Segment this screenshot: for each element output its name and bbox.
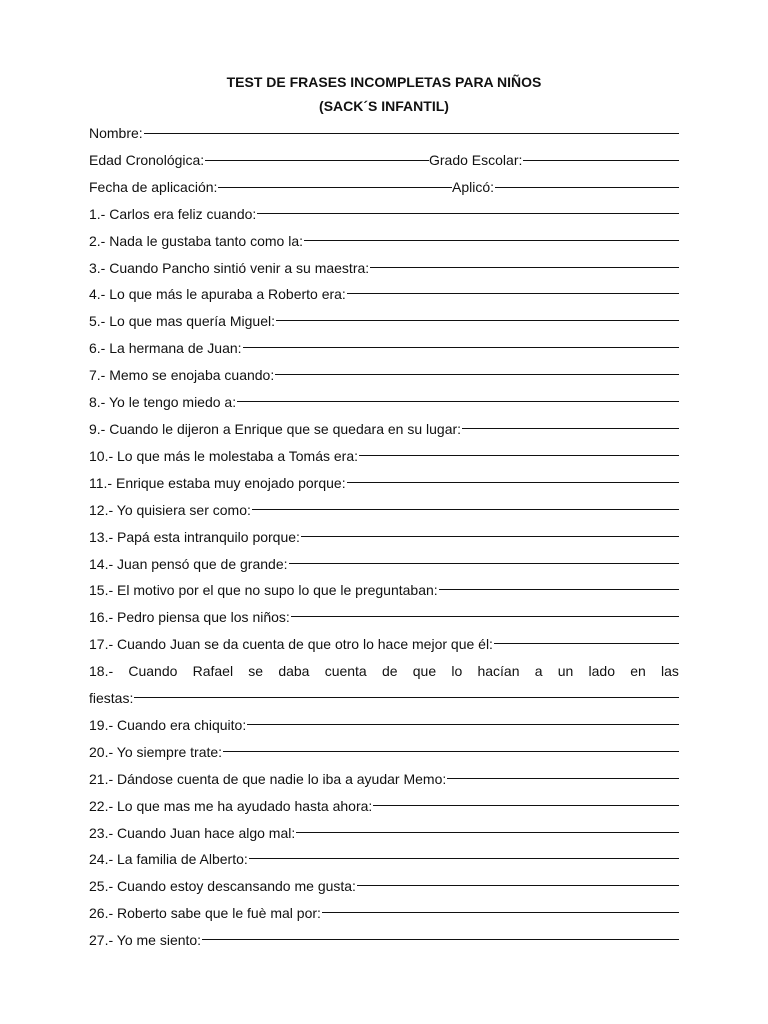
item-label: 1.- Carlos era feliz cuando:: [89, 205, 257, 222]
document-page: [89, 70, 679, 954]
list-item: [89, 255, 679, 282]
item-label: 5.- Lo que mas quería Miguel:: [89, 313, 275, 330]
answer-blank[interactable]: [370, 267, 679, 268]
item-label: 15.- El motivo por el que no supo lo que le preguntaban:: [89, 582, 438, 599]
answer-blank[interactable]: [289, 563, 680, 564]
aplico-label: Aplicó:: [452, 178, 495, 195]
edad-blank[interactable]: [205, 146, 429, 161]
grado-blank[interactable]: [523, 146, 679, 161]
item-label: 26.- Roberto sabe que le fuè mal por:: [89, 905, 321, 922]
item-label: 23.- Cuando Juan hace algo mal:: [89, 824, 296, 841]
item-label: 13.- Papá esta intranquilo porque:: [89, 528, 300, 545]
item-18-word: cuenta: [324, 663, 367, 680]
answer-blank[interactable]: [249, 858, 679, 859]
item-label: 10.- Lo que más le molestaba a Tomás era:: [89, 447, 359, 464]
item-label: 16.- Pedro piensa que los niños:: [89, 609, 290, 626]
list-item: [89, 739, 679, 766]
item-label: 24.- La familia de Alberto:: [89, 851, 248, 868]
nombre-blank[interactable]: [144, 119, 679, 134]
list-item: [89, 524, 679, 551]
answer-blank[interactable]: [347, 293, 679, 294]
answer-blank[interactable]: [252, 509, 679, 510]
answer-blank[interactable]: [462, 428, 679, 429]
item-18-line-2: [89, 685, 679, 712]
item-18-word: de: [381, 663, 398, 680]
fecha-field: [89, 174, 452, 201]
list-item: [89, 551, 679, 578]
answer-blank[interactable]: [275, 374, 679, 375]
list-item: [89, 873, 679, 900]
answer-blank[interactable]: [304, 240, 679, 241]
answer-blank[interactable]: [243, 347, 679, 348]
item-18-word: un: [557, 663, 574, 680]
item-label: 12.- Yo quisiera ser como:: [89, 501, 251, 518]
item-label: 7.- Memo se enojaba cuando:: [89, 367, 275, 384]
answer-blank[interactable]: [247, 724, 679, 725]
item-18-word: las: [661, 663, 679, 680]
list-item: [89, 497, 679, 524]
item-label: 17.- Cuando Juan se da cuenta de que otro lo hace mejor que él:: [89, 636, 493, 653]
item-label: 19.- Cuando era chiquito:: [89, 716, 247, 733]
answer-blank[interactable]: [301, 536, 679, 537]
list-item: [89, 577, 679, 604]
item-18-word: se: [248, 663, 264, 680]
item-18-word: a: [534, 663, 543, 680]
aplico-blank[interactable]: [495, 173, 679, 188]
edad-label: Edad Cronológica:: [89, 151, 205, 168]
answer-blank[interactable]: [439, 589, 679, 590]
list-item: [89, 712, 679, 739]
answer-blank[interactable]: [359, 455, 679, 456]
item-label: 3.- Cuando Pancho sintió venir a su maestra:: [89, 259, 370, 276]
item-label: 9.- Cuando le dijeron a Enrique que se quedara en su lugar:: [89, 420, 462, 437]
list-item: [89, 201, 679, 228]
list-item: [89, 228, 679, 255]
document-title: TEST DE FRASES INCOMPLETAS PARA NIÑOS: [226, 74, 542, 90]
answer-blank[interactable]: [357, 885, 679, 886]
item-18-word: que: [412, 663, 437, 680]
item-label: 22.- Lo que mas me ha ayudado hasta ahora:: [89, 797, 373, 814]
item-18-continuation: fiestas:: [89, 690, 134, 707]
item-18-blank[interactable]: [134, 697, 679, 698]
answer-blank[interactable]: [202, 939, 679, 940]
answer-blank[interactable]: [373, 805, 679, 806]
list-item: [89, 389, 679, 416]
item-label: 25.- Cuando estoy descansando me gusta:: [89, 878, 356, 895]
nombre-label: Nombre:: [89, 125, 143, 141]
item-18-word: lo: [451, 663, 463, 680]
list-item: [89, 470, 679, 497]
item-label: 6.- La hermana de Juan:: [89, 340, 242, 357]
answer-blank[interactable]: [447, 778, 679, 779]
item-label: 14.- Juan pensó que de grande:: [89, 555, 288, 572]
answer-blank[interactable]: [322, 912, 679, 913]
fecha-label: Fecha de aplicación:: [89, 178, 218, 195]
aplico-field: [452, 174, 679, 201]
item-18-line-1: [89, 658, 679, 685]
list-item: [89, 362, 679, 389]
answer-blank[interactable]: [347, 482, 679, 483]
edad-field: [89, 147, 429, 174]
answer-blank[interactable]: [291, 616, 679, 617]
list-item: [89, 793, 679, 820]
list-item: [89, 631, 679, 658]
list-item: [89, 927, 679, 954]
list-item: [89, 335, 679, 362]
item-18-word: hacían: [477, 663, 520, 680]
grado-label: Grado Escolar:: [429, 151, 523, 168]
list-item: [89, 308, 679, 335]
list-item: [89, 281, 679, 308]
list-item: [89, 846, 679, 873]
item-label: 20.- Yo siempre trate:: [89, 743, 223, 760]
item-label: 21.- Dándose cuenta de que nadie lo iba a ayudar Memo:: [89, 770, 447, 787]
item-label: 2.- Nada le gustaba tanto como la:: [89, 232, 304, 249]
answer-blank[interactable]: [296, 832, 679, 833]
item-label: 11.- Enrique estaba muy enojado porque:: [89, 474, 346, 491]
document-subtitle: (SACK´S INFANTIL): [319, 98, 449, 114]
items-list-b: [89, 712, 679, 954]
item-18-word: en: [630, 663, 646, 680]
answer-blank[interactable]: [276, 320, 679, 321]
list-item: [89, 443, 679, 470]
answer-blank[interactable]: [257, 213, 679, 214]
grado-field: [429, 147, 679, 174]
item-label: 4.- Lo que más le apuraba a Roberto era:: [89, 286, 346, 303]
item-18-word: Rafael: [192, 663, 234, 680]
fecha-aplico-row: [89, 174, 679, 201]
answer-blank[interactable]: [237, 401, 679, 402]
edad-grado-row: [89, 147, 679, 174]
item-18-word: daba: [278, 663, 310, 680]
list-item: [89, 766, 679, 793]
list-item: [89, 416, 679, 443]
items-list-a: [89, 201, 679, 658]
item-18-word: lado: [588, 663, 615, 680]
fecha-blank[interactable]: [218, 173, 452, 188]
nombre-field: [89, 120, 679, 147]
list-item: [89, 604, 679, 631]
answer-blank[interactable]: [223, 751, 679, 752]
item-18-word: 18.-: [89, 663, 114, 680]
list-item: [89, 820, 679, 847]
list-item: [89, 900, 679, 927]
item-label: 8.- Yo le tengo miedo a:: [89, 394, 237, 411]
item-18-word: Cuando: [128, 663, 178, 680]
item-label: 27.- Yo me siento:: [89, 932, 202, 949]
answer-blank[interactable]: [494, 643, 679, 644]
